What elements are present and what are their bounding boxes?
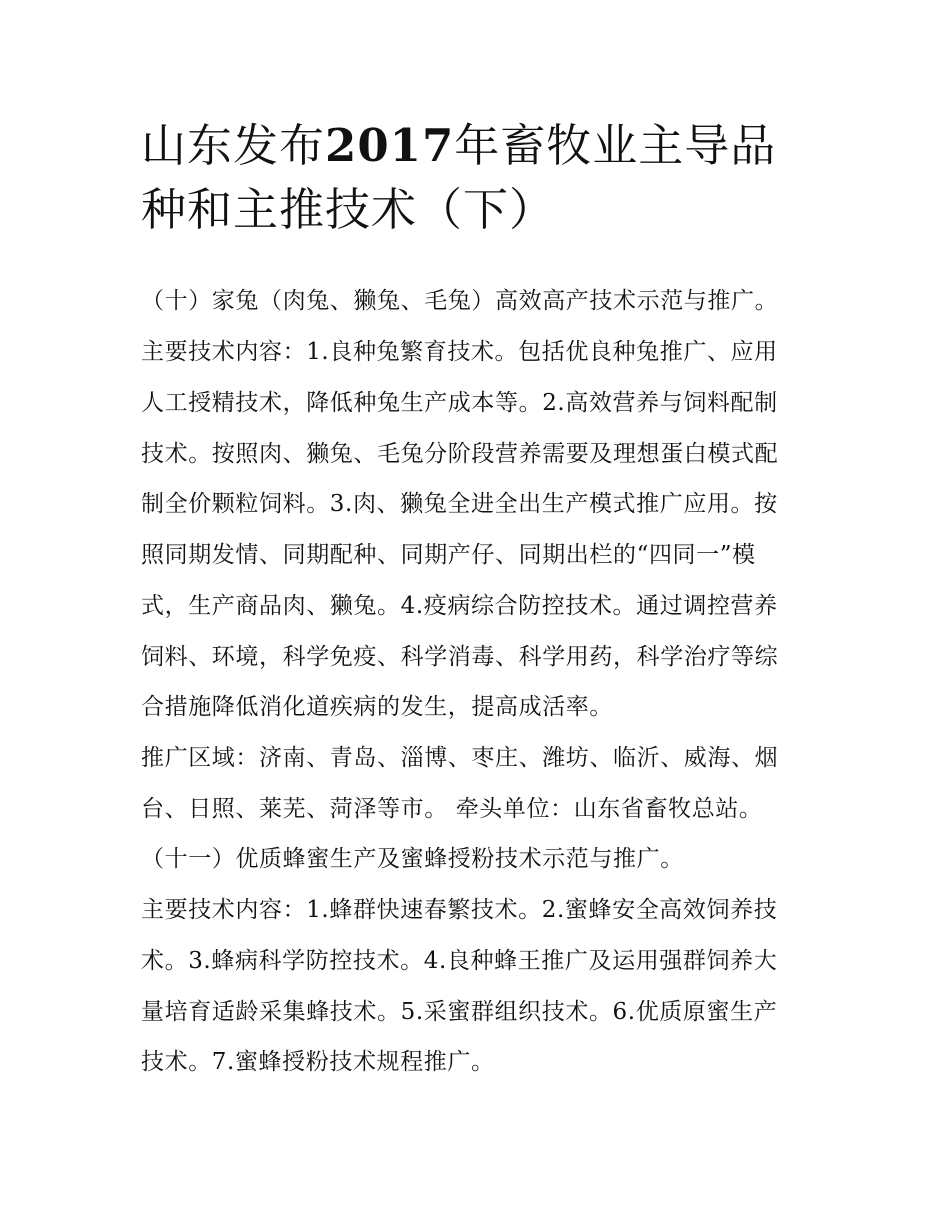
body-line: 主要技术内容：1.蜂群快速春繁技术。2.蜜蜂安全高效饲养技 <box>141 897 778 923</box>
body-line: 饲料、环境，科学免疫、科学消毒、科学用药，科学治疗等综 <box>141 644 779 670</box>
body-line: 术。3.蜂病科学防控技术。4.良种蜂王推广及运用强群饲养大 <box>141 948 778 974</box>
body-line: 合措施降低消化道疾病的发生，提高成活率。 <box>141 694 613 720</box>
title-text: 种和主推技术（下） <box>141 183 556 236</box>
body-line: 人工授精技术，降低种兔生产成本等。2.高效营养与饲料配制 <box>141 390 778 416</box>
title-text: 山东发布 <box>141 119 326 172</box>
body-line: 照同期发情、同期配种、同期产仔、同期出栏的“四同一”模 <box>141 542 756 568</box>
body-line: 主要技术内容：1.良种兔繁育技术。包括优良种兔推广、应用 <box>141 339 778 365</box>
body-line: 技术。按照肉、獭兔、毛兔分阶段营养需要及理想蛋白模式配 <box>141 441 779 467</box>
body-line: 技术。7.蜜蜂授粉技术规程推广。 <box>141 1049 495 1075</box>
body-line: 式，生产商品肉、獭兔。4.疫病综合防控技术。通过调控营养 <box>141 593 778 619</box>
section-10-heading: （十）家兔（肉兔、獭兔、毛兔）高效高产技术示范与推广。 <box>141 288 779 314</box>
document-title <box>141 114 816 242</box>
title-text: 年畜牧业主导品 <box>454 119 777 172</box>
section-11-heading: （十一）优质蜂蜜生产及蜜蜂授粉技术示范与推广。 <box>141 846 684 872</box>
body-line: 制全价颗粒饲料。3.肉、獭兔全进全出生产模式推广应用。按 <box>141 491 778 517</box>
title-year: 2017 <box>325 119 455 172</box>
body-line: 量培育适龄采集蜂技术。5.采蜜群组织技术。6.优质原蜜生产 <box>141 999 778 1025</box>
promotion-area-line: 台、日照、莱芜、菏泽等市。 牵头单位：山东省畜牧总站。 <box>141 796 763 822</box>
title-line-2 <box>141 178 816 242</box>
title-line-1 <box>141 114 816 178</box>
promotion-area-line: 推广区域：济南、青岛、淄博、枣庄、潍坊、临沂、威海、烟 <box>141 745 779 771</box>
